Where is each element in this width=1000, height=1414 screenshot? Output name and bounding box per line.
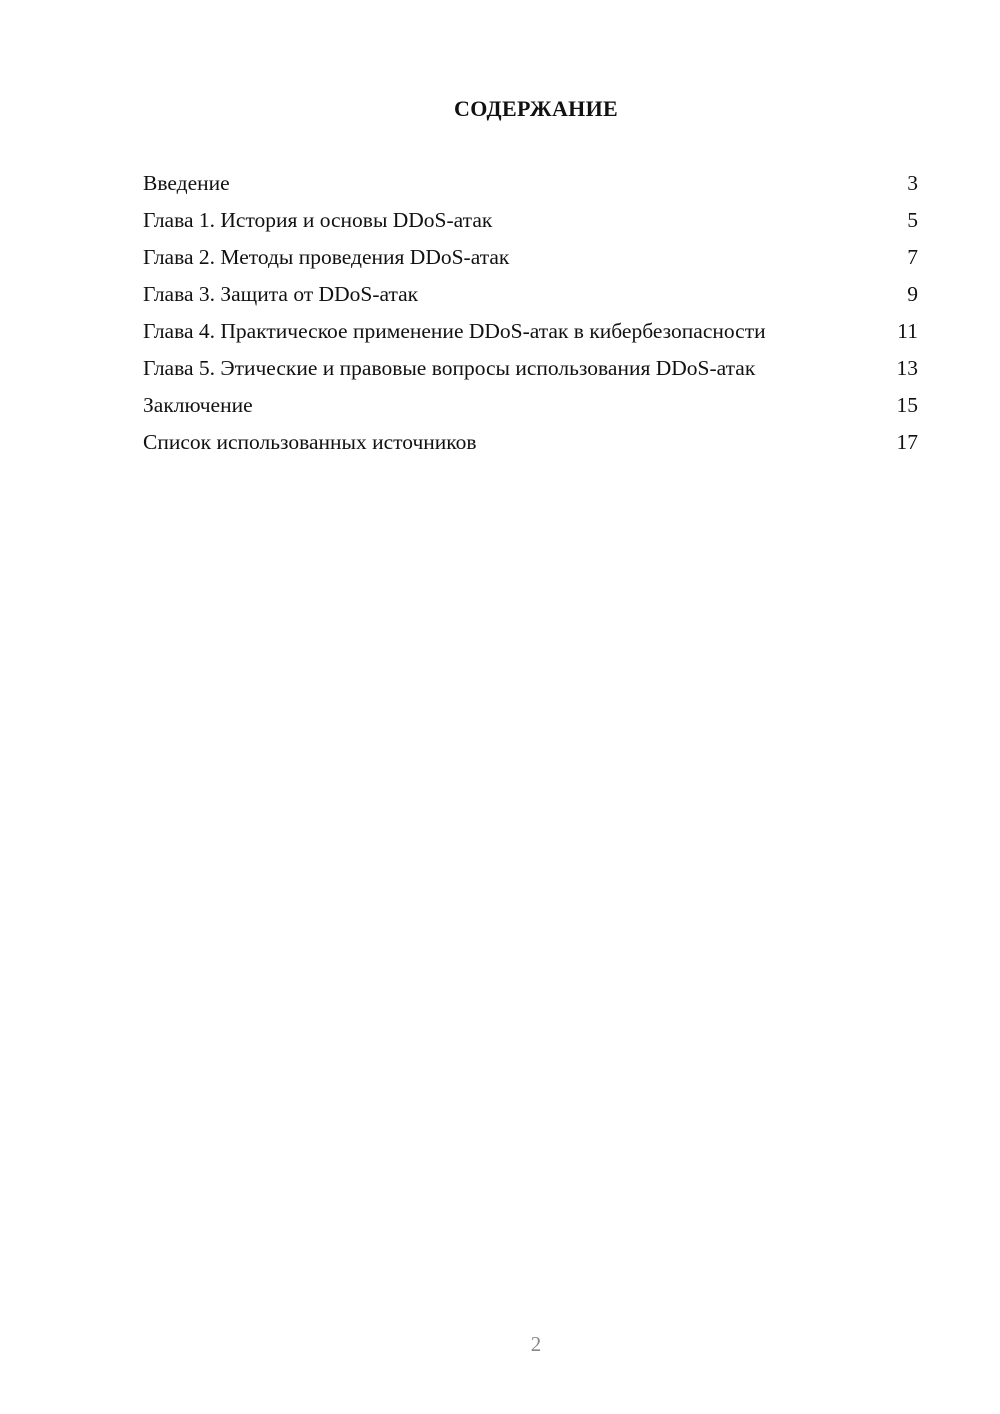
toc-entry-label: Глава 5. Этические и правовые вопросы использования DDoS-атак (143, 356, 756, 380)
toc-entry-conclusion[interactable] (143, 392, 918, 419)
toc-entry-references[interactable] (143, 429, 918, 456)
toc-entry-chapter-2[interactable] (143, 244, 918, 271)
toc-entry-introduction[interactable] (143, 170, 918, 197)
toc-entry-label: Введение (143, 171, 230, 195)
toc-entry-chapter-4[interactable] (143, 318, 918, 345)
toc-entry-page: 17 (896, 430, 918, 454)
toc-entry-page: 7 (907, 245, 918, 269)
toc-entry-label: Заключение (143, 393, 253, 417)
toc-list (143, 170, 918, 466)
toc-entry-chapter-5[interactable] (143, 355, 918, 382)
toc-entry-chapter-1[interactable] (143, 207, 918, 234)
toc-title: СОДЕРЖАНИЕ (454, 96, 618, 121)
toc-entry-label: Глава 4. Практическое применение DDoS-атак в кибербезопасности (143, 319, 766, 343)
toc-entry-page: 13 (896, 356, 918, 380)
toc-entry-label: Глава 1. История и основы DDoS-атак (143, 208, 493, 232)
toc-entry-page: 9 (907, 282, 918, 306)
toc-entry-label: Глава 3. Защита от DDoS-атак (143, 282, 419, 306)
toc-entry-page: 5 (907, 208, 918, 232)
toc-entry-chapter-3[interactable] (143, 281, 918, 308)
toc-entry-page: 3 (907, 171, 918, 195)
toc-entry-page: 15 (896, 393, 918, 417)
toc-entry-page: 11 (897, 319, 918, 343)
toc-entry-label: Список использованных источников (143, 430, 477, 454)
toc-entry-label: Глава 2. Методы проведения DDoS-атак (143, 245, 510, 269)
page-number: 2 (530, 1332, 542, 1356)
